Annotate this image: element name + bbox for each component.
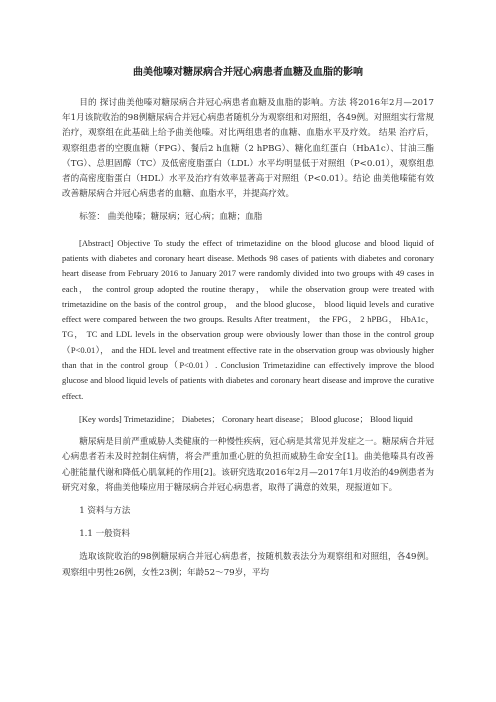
abstract-en: [Abstract] Objective To study the effect of trimetazidine on the blood glucose and blood liquid of patients with diabetes and coronary heart disease. Methods 98 cases of patients with diabetes and coronary heart disease from February 2016 to January 2017 were randomly divided into two groups with 49 cases in each， the control group adopted the routine therapy， while the observation group were treated with trimetazidine on the basis of the control group， and the blood glucose， blood liquid levels and curative effect were compared between the two groups. Results After treatment， the FPG， 2 hPBG， HbA1c， TG， TC and LDL levels in the observation group were obviously lower than those in the control group（P<0.01）， and the HDL level and treatment effective rate in the observation group was obviously higher than that in the control group（P<0.01）. Conclusion Trimetazidine can effectively improve the blood glucose and blood liquid levels of patients with diabetes and coronary heart disease and improve the curative effect. [62, 237, 434, 401]
general-data-paragraph: 选取该院收治的98例糖尿病合并冠心病患者，按随机数表法分为观察组和对照组，各49例。观察组中男性26例，女性23例；年龄52～79岁，平均 [62, 552, 434, 578]
section-heading-1-1: 1.1 一般资料 [79, 529, 130, 540]
keywords-cn: 标签： 曲美他嗪；糖尿病；冠心病；血糖；血脂 [79, 212, 263, 223]
section-heading-1: 1 资料与方法 [79, 506, 131, 516]
document-title: 曲美他嗪对糖尿病合并冠心病患者血糖及血脂的影响 [133, 67, 363, 78]
keywords-en: [Key words] Trimetazidine； Diabetes； Coronary heart disease； Blood glucose； Blood liquid [79, 413, 413, 424]
abstract-cn: 目的 探讨曲美他嗪对糖尿病合并冠心病患者血糖及血脂的影响。方法 将2016年2月—2017年1月该院收治的98例糖尿病合并冠心病患者随机分为观察组和对照组，各49例。对照组实行常规治疗，观察组在此基础上给予曲美他嗪。对比两组患者的血糖、血脂水平及疗效。 结果 治疗后，观察组患者的空腹血糖（FPG）、餐后2 h血糖（2 hPBG）、糖化血红蛋白（HbA1c）、甘油三酯（TG）、总胆固醇（TC）及低密度脂蛋白（LDL）水平均明显低于对照组（P<0.01），观察组患者的高密度脂蛋白（HDL）水平及治疗有效率显著高于对照组（P<0.01）。结论 曲美他嗪能有效改善糖尿病合并冠心病患者的血糖、血脂水平，并提高疗效。 [62, 98, 434, 200]
intro-paragraph: 糖尿病是目前严重威胁人类健康的一种慢性疾病，冠心病是其常见并发症之一。糖尿病合并冠心病患者若未及时控制住病情，将会严重加重心脏的负担而威胁生命安全[1]。曲美他嗪具有改善心脏能量代谢和降低心肌氧耗的作用[2]。该研究选取2016年2月—2017年1月收治的49例患者为研究对象，将曲美他嗪应用于糖尿病合并冠心病患者，取得了满意的效果，现报道如下。 [62, 437, 434, 493]
